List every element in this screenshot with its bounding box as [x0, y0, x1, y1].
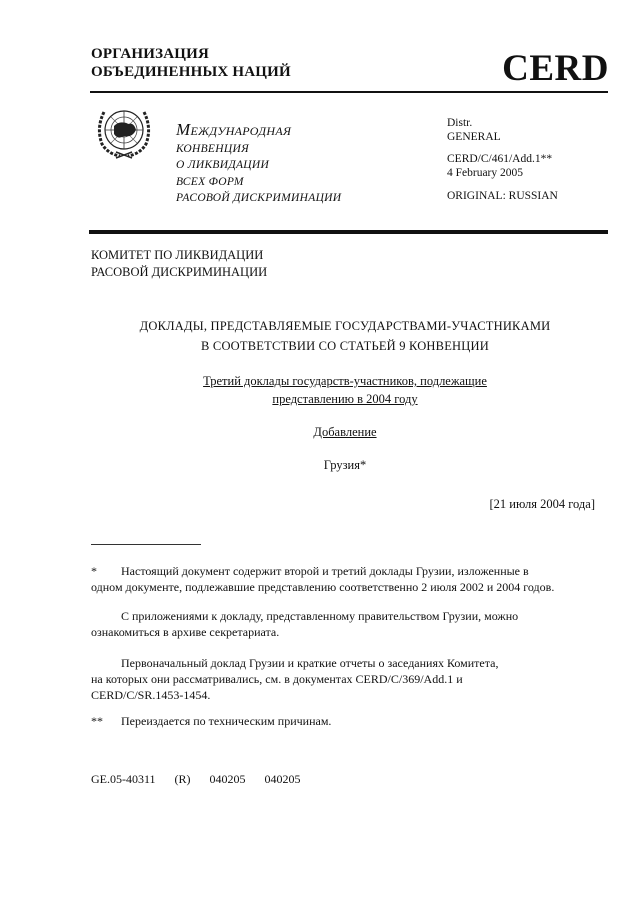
- subtitle-line-1: Третий доклады государств-участников, подлежащие: [203, 374, 487, 388]
- committee-line-1: КОМИТЕТ ПО ЛИКВИДАЦИИ: [91, 248, 264, 262]
- job-number: GE.05-40311: [91, 772, 156, 786]
- footnote-1: * Настоящий документ содержит второй и третий доклады Грузии, изложенные в одном документе, подлежавшие представлению соответственно 2 июля 2002 и 2004 годов.: [91, 564, 555, 594]
- original-language: ORIGINAL: RUSSIAN: [447, 190, 558, 202]
- convention-line-2: КОНВЕНЦИЯ: [176, 142, 249, 155]
- footnote-mark: *: [91, 564, 97, 578]
- title-line-2: В СООТВЕТСТВИИ СО СТАТЬЕЙ 9 КОНВЕНЦИИ: [201, 339, 489, 353]
- convention-line-5: РАСОВОЙ ДИСКРИМИНАЦИИ: [176, 192, 342, 204]
- distribution-value: GENERAL: [447, 130, 501, 143]
- header-thick-rule: [89, 230, 608, 234]
- committee-line-2: РАСОВОЙ ДИСКРИМИНАЦИИ: [91, 265, 268, 279]
- header-rule: [90, 91, 608, 93]
- subtitle-line-2: представлению в 2004 году: [272, 392, 418, 406]
- convention-line-4: ВСЕХ ФОРМ: [176, 175, 244, 188]
- footer-date-1: 040205: [209, 772, 246, 786]
- distr-label: Distr.: [447, 117, 473, 129]
- footnote-paragraph-2: С приложениями к докладу, представленному правительством Грузии, можно ознакомиться в архиве секретариата.: [91, 609, 519, 639]
- report-title: [0, 316, 640, 356]
- document-metadata: [447, 117, 558, 204]
- organization-name: [91, 45, 291, 81]
- footnote-2: ** Переиздается по техническим причинам.: [91, 714, 332, 728]
- org-line-1: ОРГАНИЗАЦИЯ: [91, 46, 210, 62]
- footer-date-2: 040205: [264, 772, 301, 786]
- title-line-1: ДОКЛАДЫ, ПРЕДСТАВЛЯЕМЫЕ ГОСУДАРСТВАМИ-УЧАСТНИКАМИ: [139, 319, 551, 333]
- convention-title: [176, 120, 341, 207]
- convention-line-3: О ЛИКВИДАЦИИ: [176, 159, 270, 171]
- report-subtitle: [0, 372, 640, 408]
- org-line-2: ОБЪЕДИНЕННЫХ НАЦИЙ: [91, 64, 291, 80]
- country-name: Грузия*: [323, 458, 367, 472]
- document-symbol: CERD/C/461/Add.1**: [447, 153, 553, 165]
- footnote-separator: [91, 544, 201, 545]
- document-date: 4 February 2005: [447, 166, 524, 179]
- addendum-heading: Добавление: [313, 425, 377, 439]
- language-code: (R): [174, 772, 191, 786]
- report-date: [21 июля 2004 года]: [489, 497, 595, 511]
- convention-line-1: МЕЖДУНАРОДНАЯ: [176, 120, 292, 139]
- footnote-paragraph-3: Первоначальный доклад Грузии и краткие отчеты о заседаниях Комитета, на которых они рассматривались, см. в документах CERD/C/369/Add.1 и CERD/C/SR.1453-1454.: [91, 656, 499, 702]
- un-emblem-icon: [94, 104, 154, 160]
- footnote-mark: **: [91, 714, 103, 728]
- committee-name: [91, 247, 267, 281]
- job-footer: [91, 772, 317, 787]
- document-series-symbol: CERD: [502, 48, 609, 89]
